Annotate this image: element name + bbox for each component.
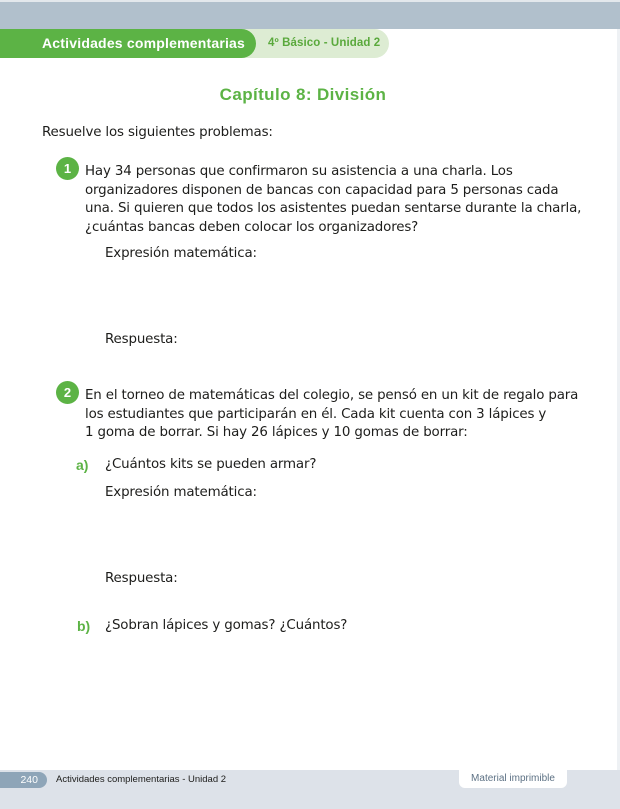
expression-label: Expresión matemática:	[105, 485, 257, 500]
problem-1-line: una. Si quieren que todos los asistentes puedan sentarse durante la charla,	[85, 201, 582, 217]
subquestion-text: ¿Cuántos kits se pueden armar?	[105, 457, 317, 472]
problem-2-text	[85, 387, 578, 443]
problem-number-badge: 2	[56, 381, 79, 404]
subquestion-letter: a)	[76, 457, 89, 473]
chapter-title: Capítulo 8: División	[219, 85, 387, 104]
subquestion-letter: b)	[77, 618, 91, 634]
top-band	[0, 0, 620, 29]
footer-title: Actividades complementarias - Unidad 2	[56, 774, 227, 785]
problem-1-line: Hay 34 personas que confirmaron su asistencia a una charla. Los	[85, 164, 513, 179]
problem-1-text	[85, 163, 581, 238]
problem-2-line: En el torneo de matemáticas del colegio, se pensó en un kit de regalo para	[85, 388, 579, 403]
problem-2-line: los estudiantes que participarán en él. Cada kit cuenta con 3 lápices y	[85, 406, 547, 422]
problem-1-line: ¿cuántas bancas deben colocar los organizadores?	[85, 220, 419, 236]
answer-label: Respuesta:	[105, 571, 178, 586]
answer-label: Respuesta:	[105, 332, 178, 347]
problem-number-badge: 1	[56, 157, 79, 180]
expression-label: Expresión matemática:	[105, 246, 257, 261]
problem-1-line: organizadores disponen de bancas con capacidad para 5 personas cada	[85, 182, 559, 198]
section-label: Actividades complementarias	[42, 35, 246, 51]
subquestion-text: ¿Sobran lápices y gomas? ¿Cuántos?	[105, 618, 348, 633]
section-banner	[0, 29, 256, 58]
instructions: Resuelve los siguientes problemas:	[42, 125, 273, 140]
problem-2-line: 1 goma de borrar. Si hay 26 lápices y 10 gomas de borrar:	[85, 425, 468, 441]
page-number: 240	[0, 772, 47, 788]
printable-label: Material imprimible	[459, 770, 567, 788]
grade-unit-label: 4º Básico - Unidad 2	[268, 37, 381, 49]
